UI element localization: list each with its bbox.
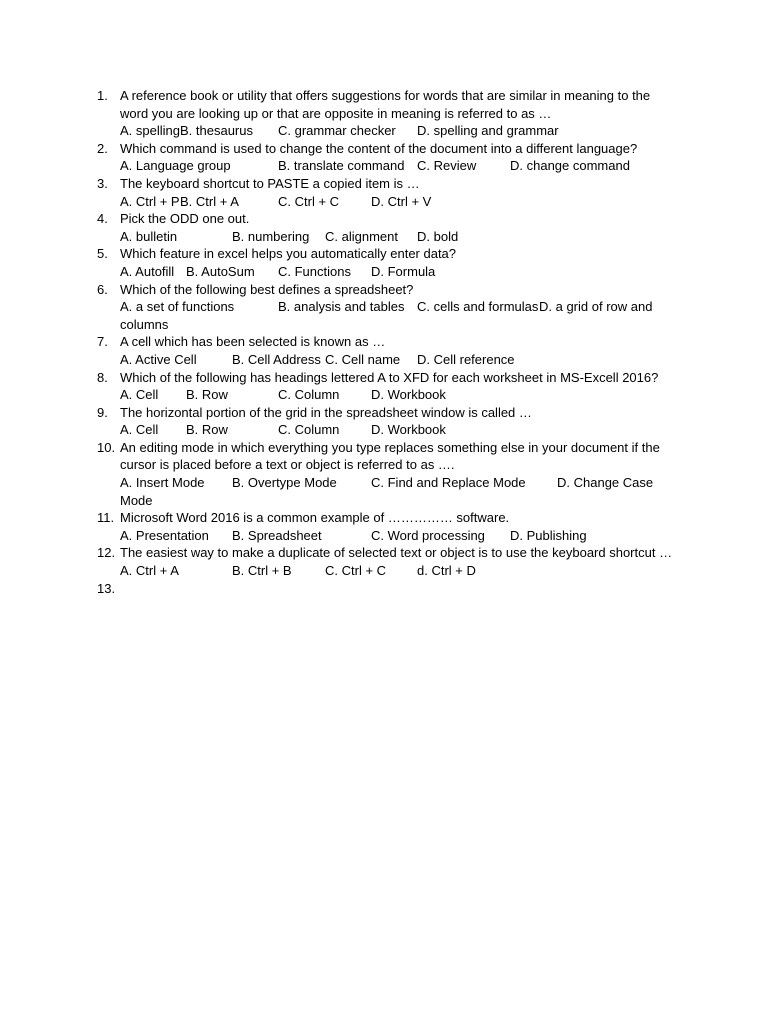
answer-option: D. a grid of row and bbox=[539, 299, 653, 315]
answer-option: B. numbering bbox=[232, 228, 310, 244]
answer-option: B. Spreadsheet bbox=[232, 527, 322, 543]
answer-option: C. Ctrl + C bbox=[278, 193, 340, 209]
answer-option: C. Cell name bbox=[325, 351, 401, 367]
answer-option: B. Cell Address bbox=[232, 351, 321, 367]
question-item bbox=[0, 87, 668, 140]
answer-option: A. Active Cell bbox=[120, 351, 197, 367]
question-item bbox=[0, 439, 668, 509]
empty-question-line bbox=[120, 580, 668, 598]
question-text: Pick the ODD one out. bbox=[120, 211, 250, 227]
answer-option: B. Row bbox=[186, 387, 228, 403]
question-text: A reference book or utility that offers suggestions for words that are similar in meaning to the bbox=[120, 88, 651, 103]
answer-option: D. Publishing bbox=[510, 527, 587, 543]
answer-option: C. Word processing bbox=[371, 527, 485, 543]
answer-option: A. Autofill bbox=[120, 263, 175, 279]
answer-options bbox=[120, 228, 668, 246]
option-continuation: Mode bbox=[120, 492, 153, 508]
answer-option: C. Ctrl + C bbox=[325, 563, 387, 579]
question-text: Which feature in excel helps you automatically enter data? bbox=[120, 246, 457, 262]
answer-option: A. a set of functions bbox=[120, 299, 235, 315]
answer-options bbox=[120, 421, 668, 439]
question-text: An editing mode in which everything you type replaces something else in your document if the bbox=[120, 439, 660, 455]
question-text: A cell which has been selected is known as … bbox=[120, 334, 386, 350]
answer-option: C. alignment bbox=[325, 228, 398, 244]
question-text: The horizontal portion of the grid in the spreadsheet window is called … bbox=[120, 404, 532, 420]
answer-option: D. Workbook bbox=[371, 422, 446, 438]
answer-option: A. Ctrl + A bbox=[120, 563, 179, 579]
question-number: 4. bbox=[97, 211, 108, 227]
question-number: 13. bbox=[97, 580, 116, 596]
answer-options bbox=[120, 263, 668, 281]
answer-options bbox=[120, 474, 668, 492]
question-text: Which of the following best defines a spreadsheet? bbox=[120, 281, 414, 297]
question-number: 10. bbox=[97, 439, 116, 455]
answer-option: B. Row bbox=[186, 422, 228, 438]
answer-option: C. Find and Replace Mode bbox=[371, 475, 526, 491]
answer-option: A. bulletin bbox=[120, 228, 178, 244]
question-text: The keyboard shortcut to PASTE a copied item is … bbox=[120, 175, 420, 191]
question-number: 11. bbox=[97, 510, 115, 526]
answer-option: D. change command bbox=[510, 158, 630, 174]
answer-option: C. Column bbox=[278, 422, 340, 438]
question-number: 1. bbox=[97, 88, 108, 103]
answer-option: B. translate command bbox=[278, 158, 405, 174]
answer-option: C. Functions bbox=[278, 263, 351, 279]
question-item bbox=[0, 404, 668, 439]
question-number: 7. bbox=[97, 334, 108, 350]
answer-option: D. spelling and grammar bbox=[417, 123, 559, 139]
question-number: 3. bbox=[97, 175, 108, 191]
answer-option: A. Ctrl + P bbox=[120, 193, 180, 209]
question-item bbox=[0, 210, 668, 245]
answer-option: A. Cell bbox=[120, 422, 159, 438]
answer-options bbox=[120, 351, 668, 369]
question-item bbox=[0, 509, 668, 544]
answer-option: B. thesaurus bbox=[180, 123, 253, 139]
answer-options bbox=[120, 157, 668, 175]
question-list bbox=[0, 87, 768, 597]
answer-option: D. Change Case bbox=[557, 475, 654, 491]
answer-option: A. spelling bbox=[120, 123, 180, 139]
answer-option: A. Insert Mode bbox=[120, 475, 205, 491]
question-number: 9. bbox=[97, 404, 108, 420]
answer-option: D. Workbook bbox=[371, 387, 446, 403]
answer-option: B. Overtype Mode bbox=[232, 475, 337, 491]
question-text: cursor is placed before a text or object is referred to as …. bbox=[120, 457, 455, 473]
question-number: 12. bbox=[97, 545, 116, 561]
answer-option: B. AutoSum bbox=[186, 263, 255, 279]
answer-option: D. Formula bbox=[371, 263, 436, 279]
answer-options bbox=[120, 386, 668, 404]
answer-option: B. Ctrl + A bbox=[180, 193, 239, 209]
question-number: 2. bbox=[97, 140, 108, 156]
question-item bbox=[0, 175, 668, 210]
answer-option: A. Presentation bbox=[120, 527, 209, 543]
question-text: Which command is used to change the content of the document into a different language? bbox=[120, 140, 638, 156]
answer-option: D. Ctrl + V bbox=[371, 193, 432, 209]
answer-options bbox=[120, 527, 668, 545]
answer-options bbox=[120, 193, 668, 211]
answer-option: C. grammar checker bbox=[278, 123, 396, 139]
question-item bbox=[0, 333, 668, 368]
question-item bbox=[0, 369, 668, 404]
option-continuation: columns bbox=[120, 316, 169, 332]
question-item bbox=[0, 281, 668, 334]
answer-option: B. analysis and tables bbox=[278, 299, 405, 315]
question-text: The easiest way to make a duplicate of selected text or object is to use the keyboard shortcut … bbox=[120, 545, 673, 561]
answer-option: d. Ctrl + D bbox=[417, 563, 476, 579]
answer-option: C. Column bbox=[278, 387, 340, 403]
answer-option: D. bold bbox=[417, 228, 459, 244]
answer-option: A. Language group bbox=[120, 158, 231, 174]
answer-option: C. Review bbox=[417, 158, 477, 174]
question-item bbox=[0, 245, 668, 280]
answer-option: A. Cell bbox=[120, 387, 159, 403]
question-number: 5. bbox=[97, 246, 108, 262]
question-item bbox=[0, 140, 668, 175]
answer-options bbox=[120, 122, 668, 140]
question-text: word you are looking up or that are opposite in meaning is referred to as … bbox=[120, 105, 552, 121]
question-item bbox=[0, 544, 673, 579]
answer-option: B. Ctrl + B bbox=[232, 563, 292, 579]
answer-options bbox=[120, 562, 668, 580]
question-item bbox=[0, 580, 668, 598]
question-text: Microsoft Word 2016 is a common example of …………… software. bbox=[120, 510, 510, 526]
question-text: Which of the following has headings lettered A to XFD for each worksheet in MS-Excell 2016? bbox=[120, 369, 659, 385]
answer-options bbox=[120, 298, 668, 316]
question-number: 8. bbox=[97, 369, 108, 385]
question-number: 6. bbox=[97, 281, 108, 297]
answer-option: C. cells and formulas bbox=[417, 299, 539, 315]
answer-option: D. Cell reference bbox=[417, 351, 515, 367]
